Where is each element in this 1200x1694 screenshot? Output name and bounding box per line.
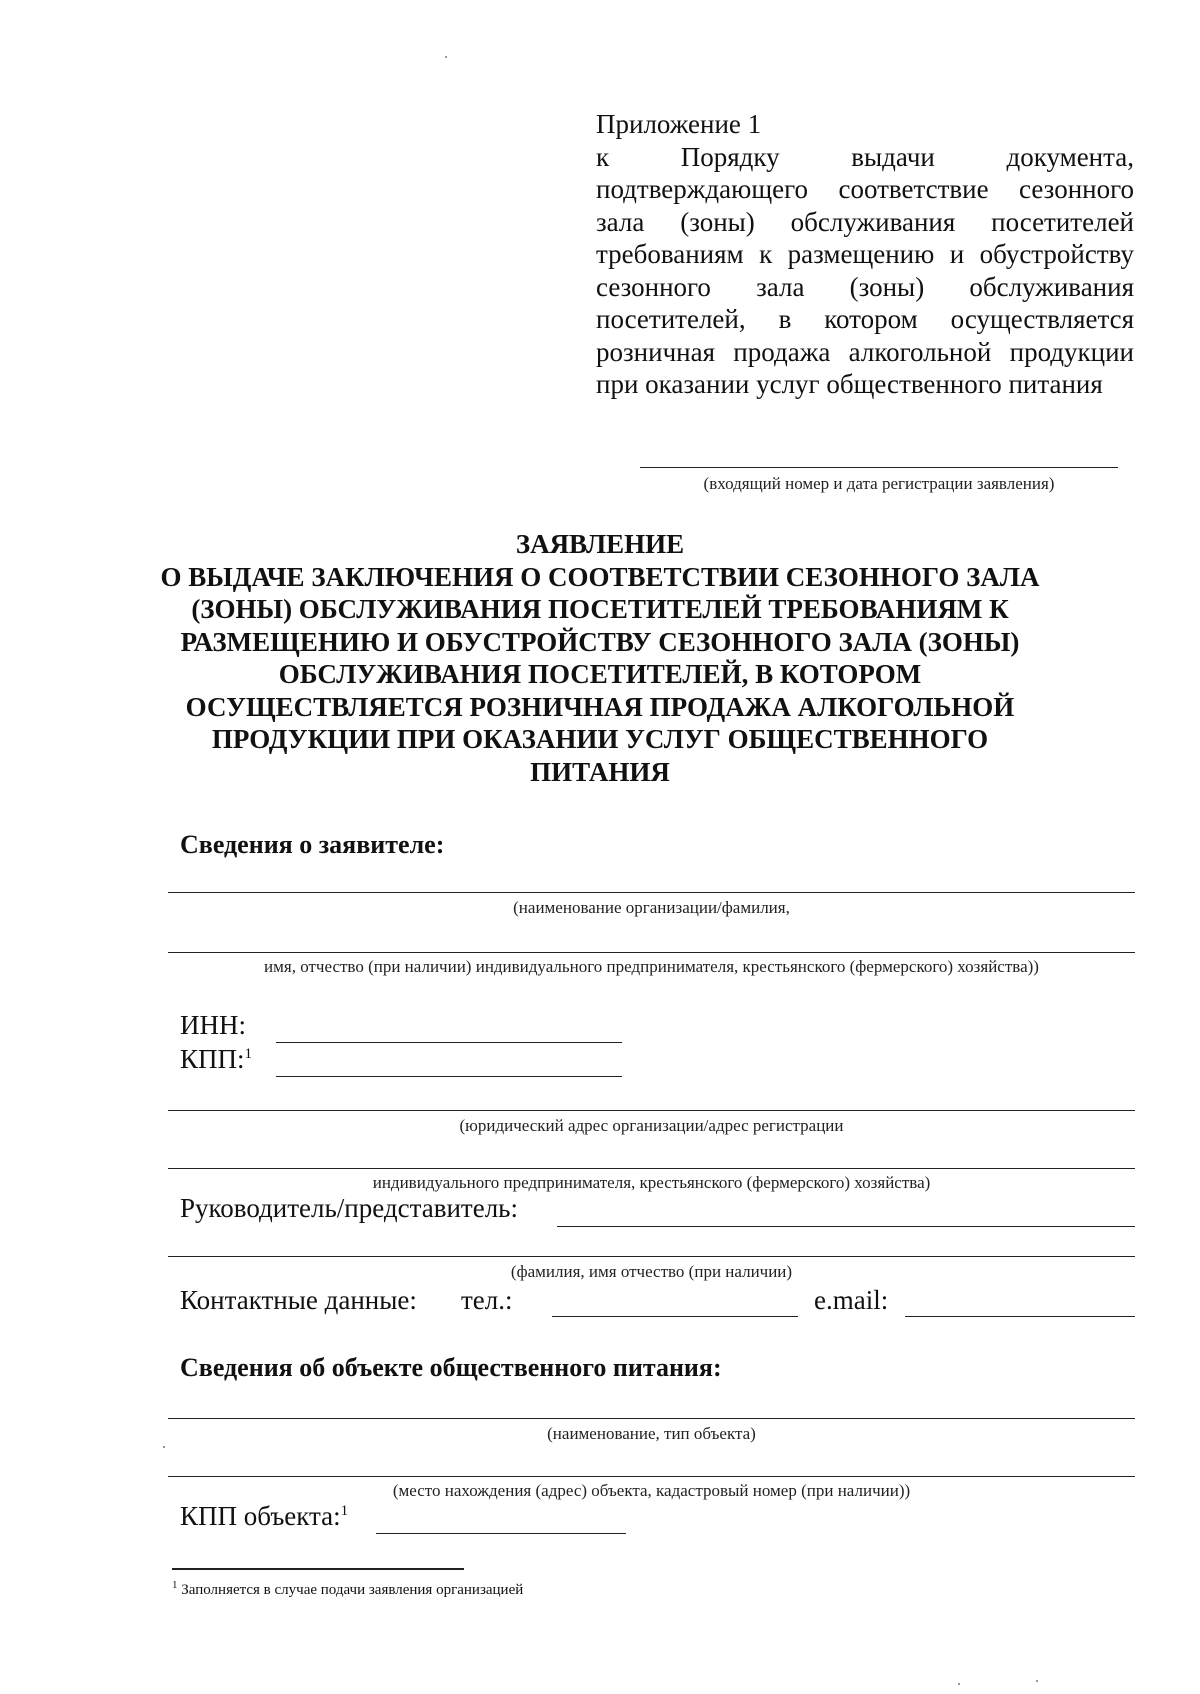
facility-kpp-footnote-mark: 1 [340, 1503, 349, 1519]
appendix-heading: Приложение 1 [596, 109, 762, 139]
kpp-label-wrap [180, 1044, 252, 1075]
footnote-text: Заполняется в случае подачи заявления организацией [181, 1582, 524, 1598]
head-field[interactable] [168, 1256, 1135, 1257]
applicant-name-field-1[interactable] [168, 892, 1135, 893]
phone-label: тел.: [461, 1285, 513, 1315]
kpp-field[interactable] [276, 1076, 622, 1077]
head-field-inline[interactable] [557, 1226, 1135, 1227]
facility-address-field[interactable] [168, 1476, 1135, 1477]
title-line-2: О ВЫДАЧЕ ЗАКЛЮЧЕНИЯ О СООТВЕТСТВИИ СЕЗОННОГО ЗАЛА (ЗОНЫ) ОБСЛУЖИВАНИЯ ПОСЕТИТЕЛЕЙ ТРЕБОВАНИЯМ К РАЗМЕЩЕНИЮ И ОБУСТРОЙСТВУ СЕЗОННОГО ЗАЛА (ЗОНЫ) ОБСЛУЖИВАНИЯ ПОСЕТИТЕЛЕЙ, В КОТОРОМ ОСУЩЕСТВЛЯЕТСЯ РОЗНИЧНАЯ ПРОДАЖА АЛКОГОЛЬНОЙ ПРОДУКЦИИ ПРИ ОКАЗАНИИ УСЛУГ ОБЩЕСТВЕННОГО ПИТАНИЯ [160, 561, 1040, 787]
applicant-name-caption-1: (наименование организации/фамилия, [513, 898, 790, 917]
appendix-text: к Порядку выдачи документа, подтверждающего соответствие сезонного зала (зоны) обслуживания посетителей требованиям к размещению и обустройству сезонного зала (зоны) обслуживания посетителей, в котором осуществляется розничная продажа алкогольной продукции при оказании услуг общественного питания [596, 141, 1134, 399]
facility-kpp-field[interactable] [376, 1533, 626, 1534]
facility-name-caption: (наименование, тип объекта) [547, 1424, 756, 1443]
kpp-label: КПП: [180, 1044, 245, 1074]
document-title [150, 528, 1050, 788]
head-caption: (фамилия, имя отчество (при наличии) [510, 1262, 793, 1281]
kpp-footnote-mark: 1 [244, 1046, 253, 1062]
scan-speck [445, 56, 447, 58]
footnote [172, 1579, 524, 1599]
facility-kpp-label: КПП объекта: [180, 1501, 341, 1531]
footnote-mark: 1 [172, 1579, 178, 1591]
scan-speck [1036, 1680, 1038, 1682]
facility-heading: Сведения об объекте общественного питания: [180, 1353, 722, 1382]
facility-kpp-label-wrap [180, 1501, 348, 1532]
address-field-1[interactable] [168, 1110, 1135, 1111]
applicant-name-caption-2: имя, отчество (при наличии) индивидуального предпринимателя, крестьянского (фермерского) хозяйства)) [264, 957, 1039, 976]
facility-name-field[interactable] [168, 1418, 1135, 1419]
title-line-1: ЗАЯВЛЕНИЕ [515, 529, 685, 559]
email-label: e.mail: [814, 1285, 889, 1315]
scan-speck [163, 1446, 165, 1448]
head-label: Руководитель/представитель: [180, 1193, 518, 1223]
address-field-2[interactable] [168, 1168, 1135, 1169]
contacts-label: Контактные данные: [180, 1285, 417, 1315]
inn-label: ИНН: [180, 1010, 246, 1040]
email-field[interactable] [905, 1316, 1135, 1317]
inn-field[interactable] [276, 1042, 622, 1043]
facility-address-caption: (место нахождения (адрес) объекта, кадастровый номер (при наличии)) [392, 1481, 911, 1500]
applicant-name-field-2[interactable] [168, 952, 1135, 953]
appendix-block [596, 108, 1134, 401]
registration-caption: (входящий номер и дата регистрации заявления) [703, 474, 1055, 493]
registration-number-field[interactable] [640, 467, 1118, 468]
scan-speck [958, 1683, 960, 1685]
footnote-separator [172, 1568, 464, 1570]
phone-field[interactable] [552, 1316, 798, 1317]
address-caption-1: (юридический адрес организации/адрес регистрации [459, 1116, 844, 1135]
address-caption-2: индивидуального предпринимателя, крестьянского (фермерского) хозяйства) [372, 1173, 931, 1192]
applicant-heading: Сведения о заявителе: [180, 830, 445, 859]
